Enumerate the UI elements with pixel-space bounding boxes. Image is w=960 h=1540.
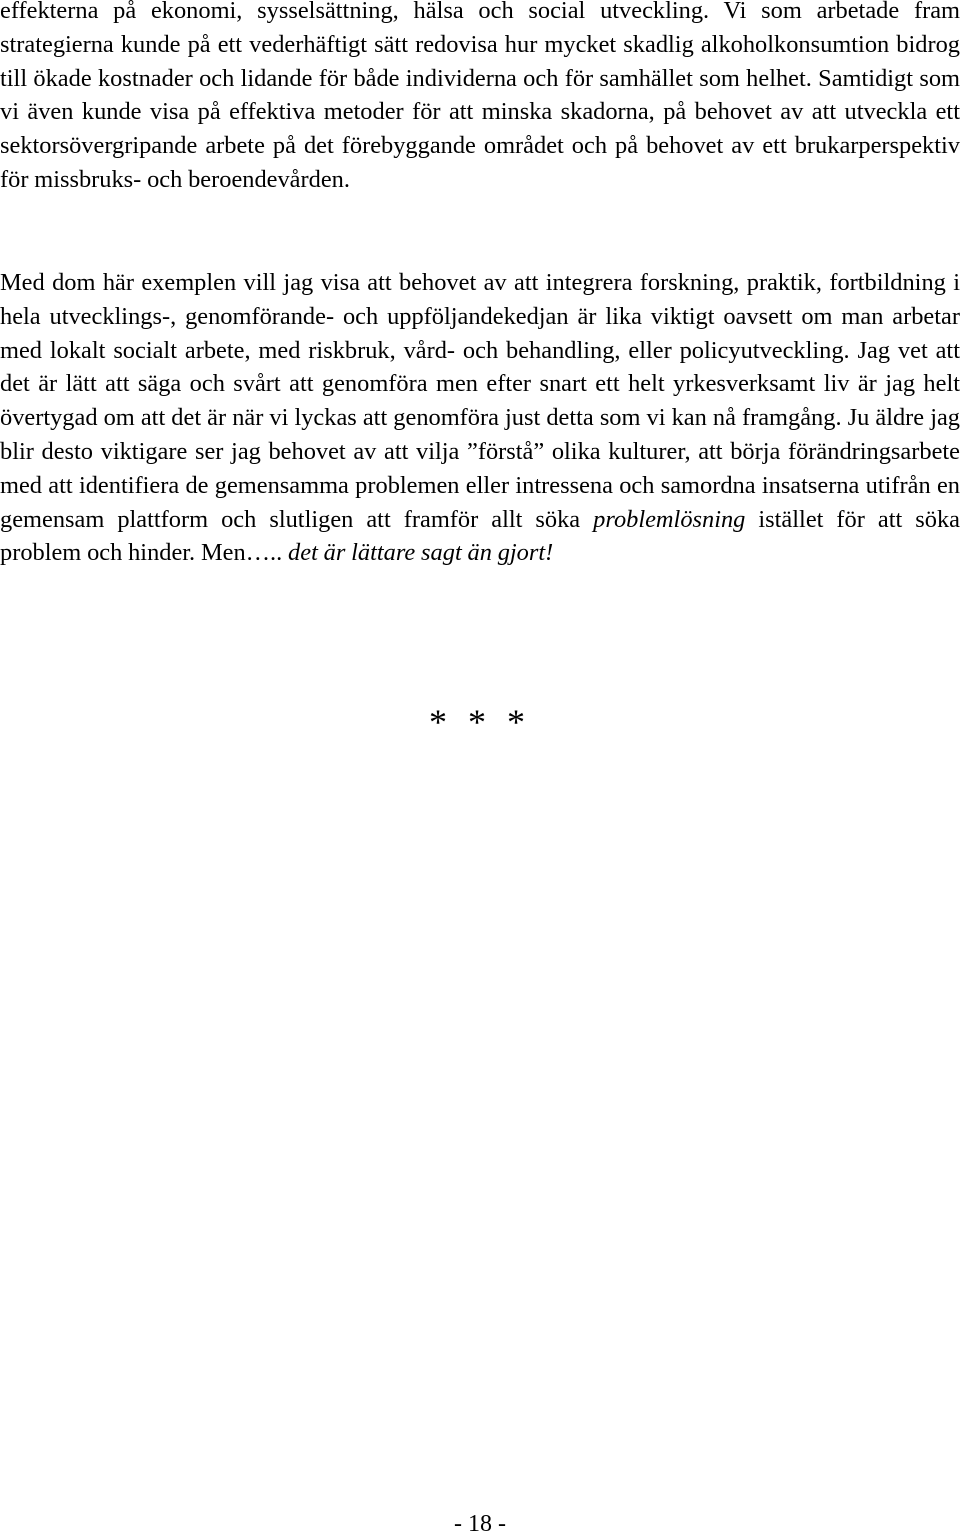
paragraph-2-text-start: Med dom här exemplen vill jag visa att behovet av att integrera forskning, praktik, fortbildning i hela utvecklings-, genomförande- och uppföljandekedjan är lika viktigt oavsett om man arbetar med lokalt socialt arbete, med riskbruk, vård- och behandling, eller policyutveckling. Jag vet att det är lätt att säga och svårt att genomföra men efter snart ett helt yrkesverksamt liv är jag helt övertygad om att det är när vi lyckas att genomföra just detta som vi kan nå framgång. Ju äldre jag blir desto viktigare ser jag behovet av att vilja ”förstå” olika kulturer, att börja förändringsarbete med att identifiera de gemensamma problemen eller intressena och samordna insatserna utifrån en gemensam plattform och slutligen att framför allt söka — [0, 269, 960, 533]
emphasis-problemlosning: problemlösning — [593, 505, 746, 533]
section-separator: * * * — [429, 702, 531, 742]
paragraph-2-text-middle: istället för att söka problem och hinder. Men….. — [0, 505, 960, 567]
body-paragraph-2 — [0, 266, 960, 570]
emphasis-closing-remark: det är lättare sagt än gjort! — [288, 539, 554, 567]
page-number: - 18 - — [454, 1511, 506, 1537]
body-paragraph-1: effekterna på ekonomi, sysselsättning, hälsa och social utveckling. Vi som arbetade fram strategierna kunde på ett vederhäftigt sätt redovisa hur mycket skadlig alkoholkonsumtion bidrog till ökade kostnader och lidande för både individerna och för samhället som helhet. Samtidigt som vi även kunde visa på effektiva metoder för att minska skadorna, på behovet av att utveckla ett sektorsövergripande arbete på det förebyggande området och på behovet av ett brukarperspektiv för missbruks- och beroendevården. — [0, 0, 960, 193]
